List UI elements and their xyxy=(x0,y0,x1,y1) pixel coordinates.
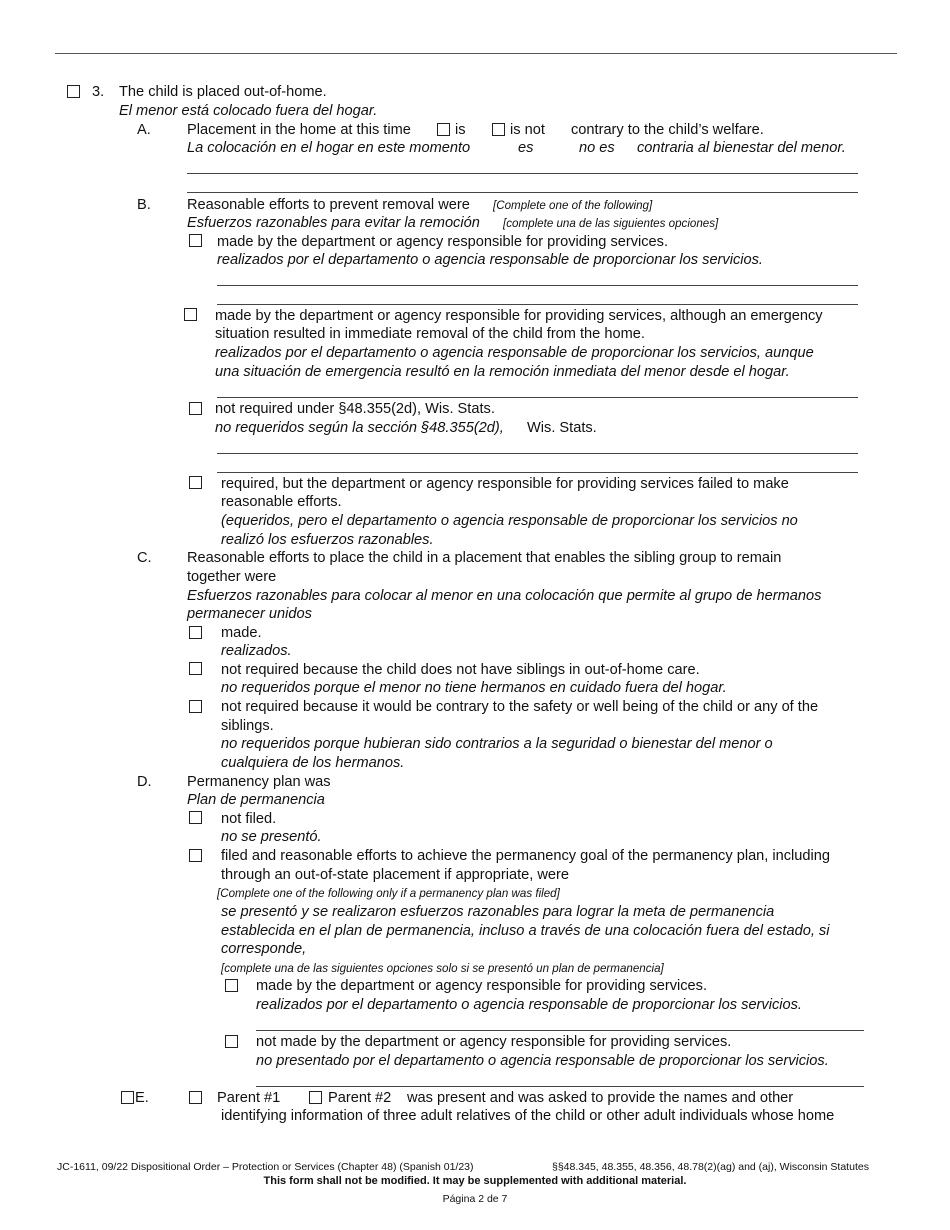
a-contrary-es: contraria al bienestar del menor. xyxy=(637,140,846,156)
c-opt3-l1: not required because it would be contrary to the safety or well being of the child or any of the xyxy=(221,699,819,715)
header-rule xyxy=(55,53,897,54)
c-opt1-checkbox[interactable] xyxy=(189,626,202,639)
a-line-1[interactable] xyxy=(187,173,858,174)
e-parent1: Parent #1 xyxy=(217,1090,281,1106)
e-text-l2: identifying information of three adult relatives of the child or other adult individuals whose home xyxy=(221,1108,835,1124)
d-opt1: not filed. xyxy=(221,811,277,827)
b-opt1-es: realizados por el departamento o agencia responsable de proporcionar los servicios. xyxy=(217,252,763,268)
item3-checkbox[interactable] xyxy=(67,85,80,98)
a-is-not-label: is not xyxy=(510,122,545,138)
d-sub1-checkbox[interactable] xyxy=(225,979,238,992)
e-letter: E. xyxy=(135,1090,149,1106)
e-checkbox[interactable] xyxy=(121,1091,134,1104)
d-letter: D. xyxy=(137,774,152,790)
d-opt2-checkbox[interactable] xyxy=(189,849,202,862)
b-opt4-es-l1: (equeridos, pero el departamento o agencia responsable de proporcionar los servicios no xyxy=(221,513,798,529)
b-heading-note-es: [complete una de las siguientes opciones] xyxy=(503,217,719,230)
e-text-l1: was present and was asked to provide the names and other xyxy=(407,1090,794,1106)
c-opt2: not required because the child does not have siblings in out-of-home care. xyxy=(221,662,700,678)
d-opt2-es-l3: corresponde, xyxy=(221,941,307,957)
d-sub2-es: no presentado por el departamento o agencia responsable de proporcionar los servicios. xyxy=(256,1053,829,1069)
d-sub1: made by the department or agency responsible for providing services. xyxy=(256,978,708,994)
d-note: [Complete one of the following only if a permanency plan was filed] xyxy=(217,887,560,900)
b-opt2-checkbox[interactable] xyxy=(184,308,197,321)
footer-statutes: §§48.345, 48.355, 48.356, 48.78(2)(ag) and (aj), Wisconsin Statutes xyxy=(552,1161,869,1173)
b-opt4-l1: required, but the department or agency responsible for providing services failed to make xyxy=(221,476,789,492)
c-heading-es-l1: Esfuerzos razonables para colocar al menor en una colocación que permite al grupo de hermanos xyxy=(187,588,822,604)
b-opt2-es-l2: una situación de emergencia resultó en la remoción inmediata del menor desde el hogar. xyxy=(215,364,790,380)
c-heading-l1: Reasonable efforts to place the child in a placement that enables the sibling group to remain xyxy=(187,550,782,566)
a-no-es: no es xyxy=(579,140,615,156)
b-opt2-l2: situation resulted in immediate removal of the child from the home. xyxy=(215,326,645,342)
d-sub1-line[interactable] xyxy=(256,1030,864,1031)
c-opt2-es: no requeridos porque el menor no tiene hermanos en cuidado fuera del hogar. xyxy=(221,680,727,696)
d-opt1-es: no se presentó. xyxy=(221,829,322,845)
a-text: Placement in the home at this time xyxy=(187,122,411,138)
item3-title-es: El menor está colocado fuera del hogar. xyxy=(119,103,378,119)
d-opt2-l2: through an out-of-state placement if appropriate, were xyxy=(221,867,570,883)
e-parent1-checkbox[interactable] xyxy=(189,1091,202,1104)
b-opt3-es-tail: Wis. Stats. xyxy=(527,420,597,436)
b-opt1-line-1[interactable] xyxy=(217,285,858,286)
b-letter: B. xyxy=(137,197,151,213)
b-heading: Reasonable efforts to prevent removal were xyxy=(187,197,470,213)
b-opt4-checkbox[interactable] xyxy=(189,476,202,489)
b-opt3-line-2[interactable] xyxy=(217,472,858,473)
b-opt3-checkbox[interactable] xyxy=(189,402,202,415)
b-opt2-l1: made by the department or agency responsible for providing services, although an emergency xyxy=(215,308,823,324)
d-sub1-es: realizados por el departamento o agencia responsable de proporcionar los servicios. xyxy=(256,997,802,1013)
d-sub2: not made by the department or agency responsible for providing services. xyxy=(256,1034,732,1050)
item3-number: 3. xyxy=(92,84,105,100)
b-opt3: not required under §48.355(2d), Wis. Stats. xyxy=(215,401,495,417)
c-opt3-es-l2: cualquiera de los hermanos. xyxy=(221,755,405,771)
a-contrary: contrary to the child’s welfare. xyxy=(571,122,764,138)
c-letter: C. xyxy=(137,550,152,566)
a-is-label: is xyxy=(455,122,466,138)
d-sub2-line[interactable] xyxy=(256,1086,864,1087)
a-text-es: La colocación en el hogar en este momento xyxy=(187,140,471,156)
c-heading-l2: together were xyxy=(187,569,277,585)
c-heading-es-l2: permanecer unidos xyxy=(187,606,312,622)
c-opt1-es: realizados. xyxy=(221,643,292,659)
c-opt2-checkbox[interactable] xyxy=(189,662,202,675)
d-opt2-es-l2: establecida en el plan de permanencia, incluso a través de una colocación fuera del estado, si xyxy=(221,923,830,939)
b-opt2-line[interactable] xyxy=(217,397,858,398)
b-opt3-es: no requeridos según la sección §48.355(2d), xyxy=(215,420,504,436)
a-es: es xyxy=(518,140,534,156)
d-note-es: [complete una de las siguientes opciones solo si se presentó un plan de permanencia] xyxy=(221,962,664,975)
b-heading-es: Esfuerzos razonables para evitar la remoción xyxy=(187,215,480,231)
b-opt1-line-2[interactable] xyxy=(217,304,858,305)
b-opt4-l2: reasonable efforts. xyxy=(221,494,342,510)
a-is-not-checkbox[interactable] xyxy=(492,123,505,136)
b-heading-note: [Complete one of the following] xyxy=(493,199,653,212)
c-opt3-es-l1: no requeridos porque hubieran sido contrarios a la seguridad o bienestar del menor o xyxy=(221,736,773,752)
d-opt1-checkbox[interactable] xyxy=(189,811,202,824)
d-heading-es: Plan de permanencia xyxy=(187,792,325,808)
a-is-checkbox[interactable] xyxy=(437,123,450,136)
b-opt3-line-1[interactable] xyxy=(217,453,858,454)
d-sub2-checkbox[interactable] xyxy=(225,1035,238,1048)
a-letter: A. xyxy=(137,122,151,138)
b-opt1: made by the department or agency responsible for providing services. xyxy=(217,234,669,250)
footer-notice: This form shall not be modified. It may be supplemented with additional material. xyxy=(263,1175,687,1187)
e-parent2: Parent #2 xyxy=(328,1090,392,1106)
footer-form-id: JC-1611, 09/22 Dispositional Order – Protection or Services (Chapter 48) (Spanish 01/23) xyxy=(57,1161,474,1173)
c-opt3-checkbox[interactable] xyxy=(189,700,202,713)
c-opt1: made. xyxy=(221,625,262,641)
e-parent2-checkbox[interactable] xyxy=(309,1091,322,1104)
d-opt2-l1: filed and reasonable efforts to achieve the permanency goal of the permanency plan, including xyxy=(221,848,831,864)
item3-title: The child is placed out-of-home. xyxy=(119,84,327,100)
b-opt4-es-l2: realizó los esfuerzos razonables. xyxy=(221,532,434,548)
b-opt2-es-l1: realizados por el departamento o agencia responsable de proporcionar los servicios, aunque xyxy=(215,345,814,361)
footer-page: Página 2 de 7 xyxy=(442,1193,508,1205)
d-opt2-es-l1: se presentó y se realizaron esfuerzos razonables para lograr la meta de permanencia xyxy=(221,904,775,920)
b-opt1-checkbox[interactable] xyxy=(189,234,202,247)
d-heading: Permanency plan was xyxy=(187,774,331,790)
c-opt3-l2: siblings. xyxy=(221,718,274,734)
a-line-2[interactable] xyxy=(187,192,858,193)
